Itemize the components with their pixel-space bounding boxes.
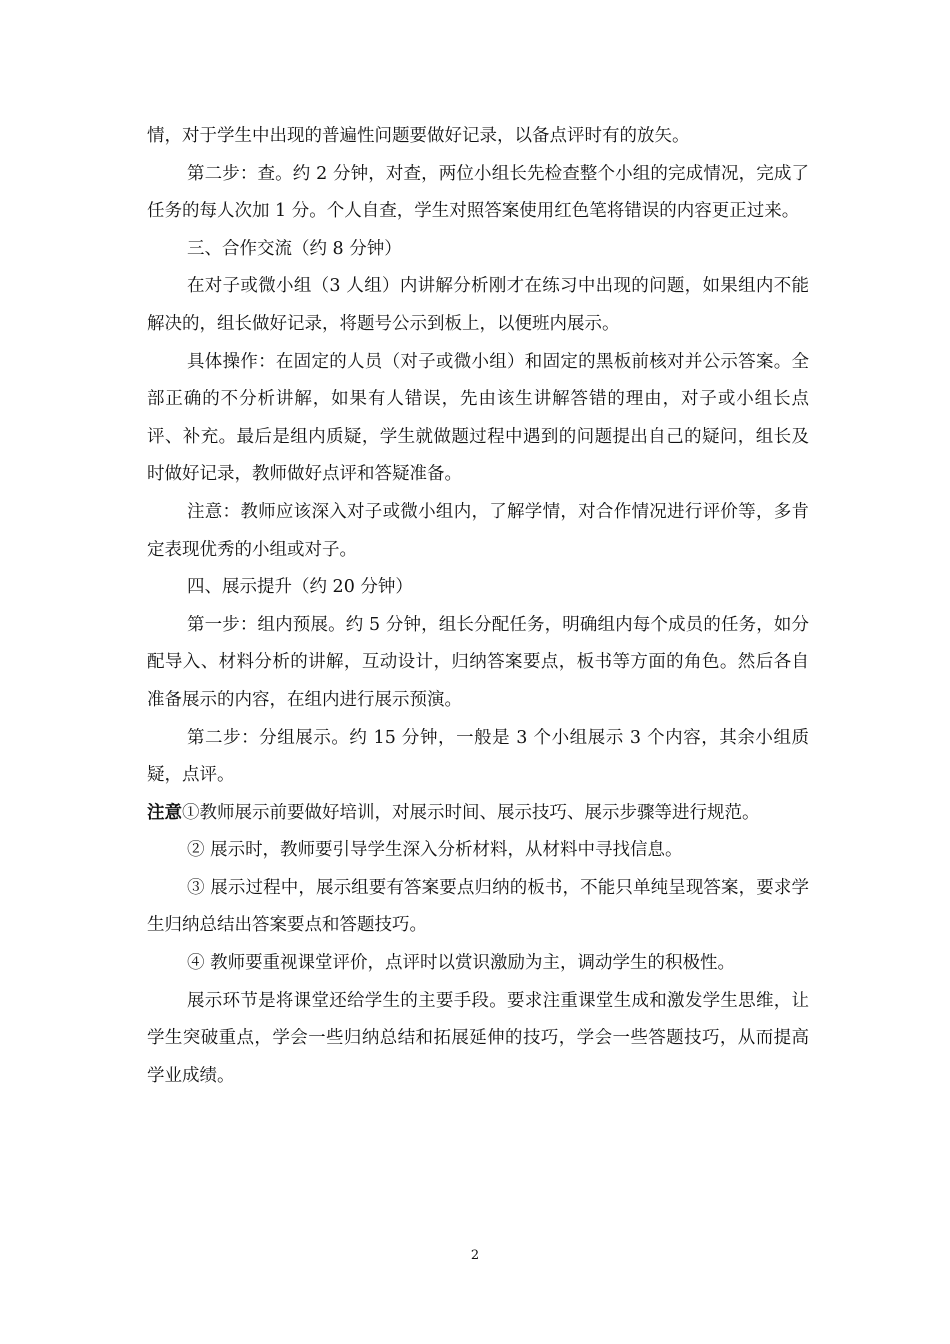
document-body — [147, 118, 809, 1095]
note-label: 注意 — [147, 802, 182, 823]
paragraph-step-two-check: 第二步：查。约 2 分钟，对查，两位小组长先检查整个小组的完成情况，完成了任务的每人次加 1 分。个人自查，学生对照答案使用红色笔将错误的内容更正过来。 — [147, 163, 809, 222]
paragraph-teacher-note: 注意：教师应该深入对子或微小组内，了解学情，对合作情况进行评价等，多肯定表现优秀的小组或对子。 — [147, 501, 809, 560]
section-heading-cooperation: 三、合作交流（约 8 分钟） — [187, 238, 402, 259]
paragraph-note-three: ③ 展示过程中，展示组要有答案要点归纳的板书，不能只单纯呈现答案，要求学生归纳总结出答案要点和答题技巧。 — [147, 877, 809, 936]
paragraph-note-one — [147, 795, 809, 833]
paragraph-group-discussion: 在对子或微小组（3 人组）内讲解分析刚才在练习中出现的问题，如果组内不能解决的，组长做好记录，将题号公示到板上，以便班内展示。 — [147, 276, 809, 334]
paragraph-continuation: 情，对于学生中出现的普遍性问题要做好记录，以备点评时有的放矢。 — [147, 126, 690, 146]
section-heading-presentation: 四、展示提升（约 20 分钟） — [187, 577, 413, 598]
paragraph-step-two-presentation: 第二步：分组展示。约 15 分钟，一般是 3 个小组展示 3 个内容，其余小组质疑，点评。 — [147, 727, 809, 786]
paragraph-specific-operation: 具体操作：在固定的人员（对子或微小组）和固定的黑板前核对并公示答案。全部正确的不分析讲解，如果有人错误，先由该生讲解答错的理由，对子或小组长点评、补充。最后是组内质疑，学生就做题过程中遇到的问题提出自己的疑问，组长及时做好记录，教师做好点评和答疑准备。 — [147, 351, 809, 485]
paragraph-summary: 展示环节是将课堂还给学生的主要手段。要求注重课堂生成和激发学生思维，让学生突破重点，学会一些归纳总结和拓展延伸的技巧，学会一些答题技巧，从而提高学业成绩。 — [147, 990, 809, 1086]
note-one-text: ①教师展示前要做好培训，对展示时间、展示技巧、展示步骤等进行规范。 — [182, 802, 760, 823]
paragraph-note-four: ④ 教师要重视课堂评价，点评时以赏识激励为主，调动学生的积极性。 — [187, 953, 736, 974]
paragraph-note-two: ② 展示时，教师要引导学生深入分析材料，从材料中寻找信息。 — [187, 840, 683, 861]
page-number: 2 — [470, 1248, 480, 1263]
paragraph-step-one-preview: 第一步：组内预展。约 5 分钟，组长分配任务，明确组内每个成员的任务，如分配导入、材料分析的讲解，互动设计，归纳答案要点，板书等方面的角色。然后各自准备展示的内容，在组内进行展示预演。 — [147, 614, 809, 710]
